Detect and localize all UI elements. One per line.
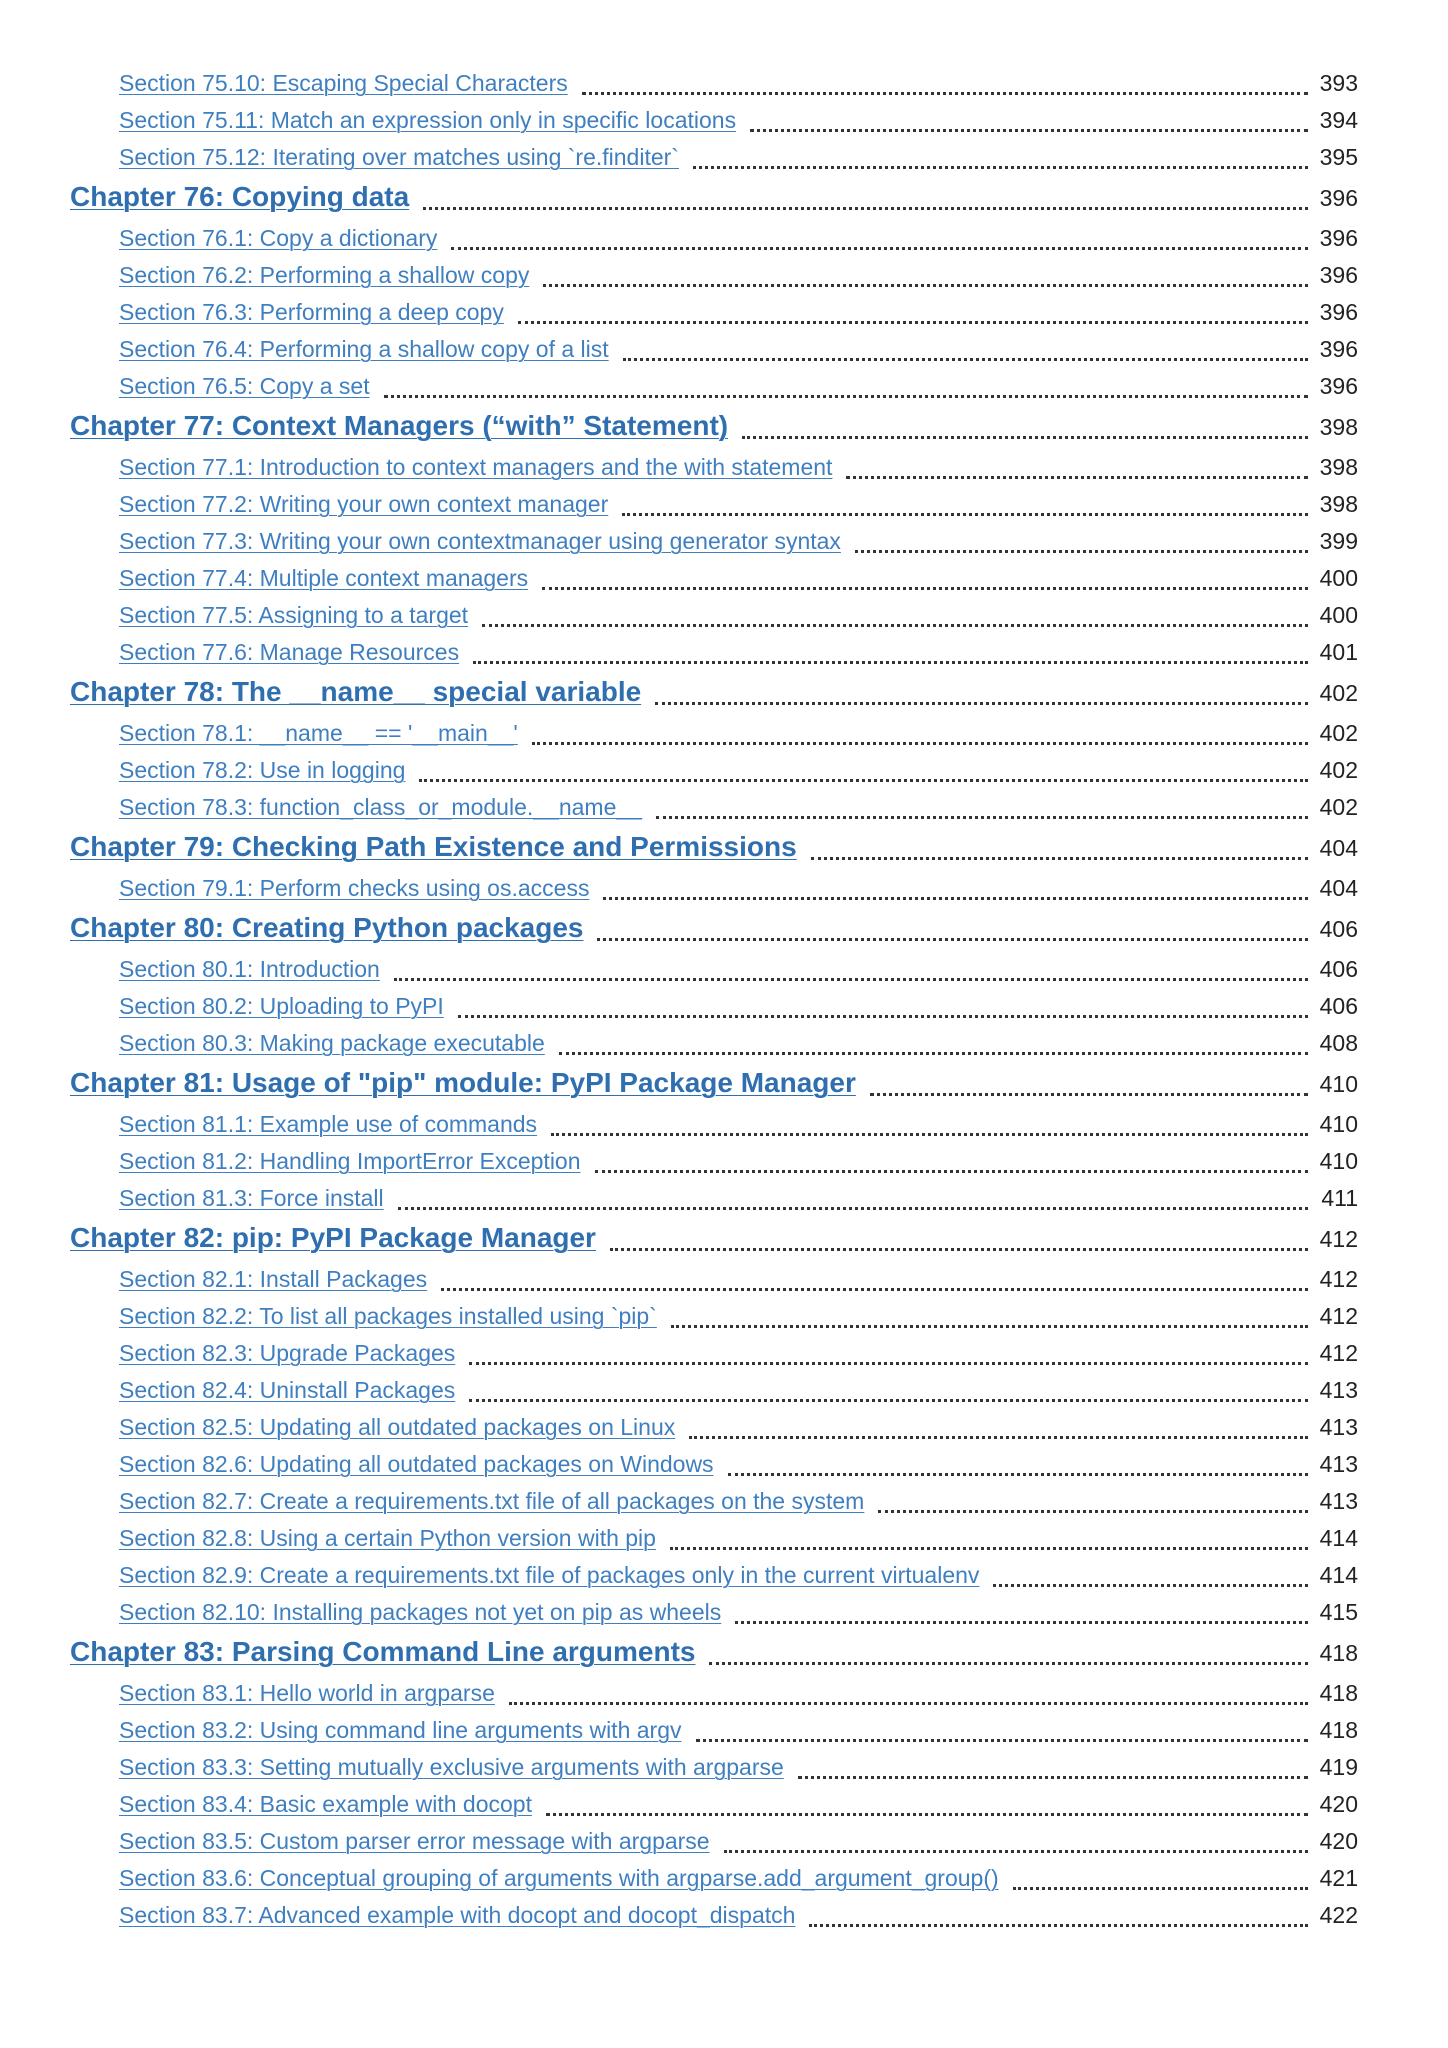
toc-section-entry[interactable] <box>0 1791 1448 1823</box>
section-title-link[interactable]: Section 76.4: Performing a shallow copy of a list <box>119 336 609 362</box>
page-number: 398 <box>1319 414 1358 440</box>
toc-chapter-entry[interactable] <box>0 181 1448 217</box>
dot-leader <box>656 816 1308 819</box>
toc-chapter-entry[interactable] <box>0 1222 1448 1258</box>
dot-leader <box>543 284 1308 287</box>
dot-leader <box>419 779 1308 782</box>
section-title-link[interactable]: Section 82.10: Installing packages not yet on pip as wheels <box>119 1599 722 1625</box>
dot-leader <box>670 1547 1308 1550</box>
toc-chapter-entry[interactable] <box>0 912 1448 948</box>
page-number: 412 <box>1319 1266 1358 1292</box>
page-number: 410 <box>1319 1111 1358 1137</box>
page-number: 404 <box>1319 835 1358 861</box>
page-number: 396 <box>1319 299 1358 325</box>
toc-section-entry[interactable] <box>0 875 1448 907</box>
page-number: 418 <box>1319 1717 1358 1743</box>
page-number: 414 <box>1319 1562 1358 1588</box>
toc-section-entry[interactable] <box>0 1414 1448 1446</box>
section-title-link[interactable]: Section 76.2: Performing a shallow copy <box>119 262 530 288</box>
page-number: 396 <box>1319 336 1358 362</box>
section-title-link[interactable]: Section 82.1: Install Packages <box>119 1266 428 1292</box>
dot-leader <box>655 702 1308 705</box>
page-number: 413 <box>1319 1451 1358 1477</box>
dot-leader <box>846 476 1308 479</box>
section-title-link[interactable]: Section 80.3: Making package executable <box>119 1030 545 1056</box>
page-number: 413 <box>1319 1377 1358 1403</box>
page-number: 411 <box>1321 1185 1358 1211</box>
dot-leader <box>595 1170 1308 1173</box>
section-title-link[interactable]: Section 78.2: Use in logging <box>119 757 406 783</box>
toc-section-entry[interactable] <box>0 454 1448 486</box>
toc-section-entry[interactable] <box>0 144 1448 176</box>
toc-section-entry[interactable] <box>0 1111 1448 1143</box>
toc-chapter-entry[interactable] <box>0 676 1448 712</box>
section-title-link[interactable]: Section 82.2: To list all packages installed using `pip` <box>119 1303 657 1329</box>
page-number: 420 <box>1319 1828 1358 1854</box>
section-title-link[interactable]: Section 77.5: Assigning to a target <box>119 602 469 628</box>
dot-leader <box>384 395 1308 398</box>
dot-leader <box>482 624 1308 627</box>
chapter-title-link[interactable]: Chapter 76: Copying data <box>70 181 410 212</box>
toc-section-entry[interactable] <box>0 639 1448 671</box>
toc-section-entry[interactable] <box>0 956 1448 988</box>
section-title-link[interactable]: Section 83.1: Hello world in argparse <box>119 1680 495 1706</box>
section-title-link[interactable]: Section 83.5: Custom parser error message with argparse <box>119 1828 710 1854</box>
page-number: 413 <box>1319 1488 1358 1514</box>
section-title-link[interactable]: Section 75.12: Iterating over matches using `re.finditer` <box>119 144 679 170</box>
dot-leader <box>696 1739 1308 1742</box>
dot-leader <box>622 513 1308 516</box>
page-number: 406 <box>1319 916 1358 942</box>
toc-section-entry[interactable] <box>0 1488 1448 1520</box>
toc-section-entry[interactable] <box>0 107 1448 139</box>
page-number: 398 <box>1319 491 1358 517</box>
page-number: 402 <box>1319 794 1358 820</box>
section-title-link[interactable]: Section 82.4: Uninstall Packages <box>119 1377 456 1403</box>
section-title-link[interactable]: Section 81.2: Handling ImportError Exception <box>119 1148 581 1174</box>
dot-leader <box>451 247 1308 250</box>
dot-leader <box>458 1015 1308 1018</box>
section-title-link[interactable]: Section 75.10: Escaping Special Characters <box>119 70 568 96</box>
dot-leader <box>709 1662 1308 1665</box>
page-number: 418 <box>1319 1680 1358 1706</box>
dot-leader <box>742 436 1308 439</box>
toc-section-entry[interactable] <box>0 1902 1448 1934</box>
section-title-link[interactable]: Section 83.4: Basic example with docopt <box>119 1791 532 1817</box>
page-number: 410 <box>1319 1071 1358 1097</box>
dot-leader <box>750 129 1308 132</box>
toc-section-entry[interactable] <box>0 1865 1448 1897</box>
section-title-link[interactable]: Section 77.3: Writing your own contextmanager using generator syntax <box>119 528 841 554</box>
page-number: 400 <box>1319 602 1358 628</box>
page-number: 396 <box>1319 225 1358 251</box>
toc-section-entry[interactable] <box>0 70 1448 102</box>
section-title-link[interactable]: Section 82.7: Create a requirements.txt file of all packages on the system <box>119 1488 865 1514</box>
section-title-link[interactable]: Section 78.3: function_class_or_module.__name__ <box>119 794 642 820</box>
section-title-link[interactable]: Section 76.5: Copy a set <box>119 373 370 399</box>
dot-leader <box>532 742 1308 745</box>
page-number: 400 <box>1319 565 1358 591</box>
toc-section-entry[interactable] <box>0 1680 1448 1712</box>
section-title-link[interactable]: Section 77.4: Multiple context managers <box>119 565 529 591</box>
dot-leader <box>809 1924 1308 1927</box>
dot-leader <box>559 1052 1308 1055</box>
section-title-link[interactable]: Section 75.11: Match an expression only in specific locations <box>119 107 737 133</box>
section-title-link[interactable]: Section 82.9: Create a requirements.txt file of packages only in the current virtualenv <box>119 1562 980 1588</box>
page-number: 406 <box>1319 956 1358 982</box>
toc-section-entry[interactable] <box>0 1340 1448 1372</box>
toc-section-entry[interactable] <box>0 993 1448 1025</box>
toc-section-entry[interactable] <box>0 336 1448 368</box>
chapter-title-link[interactable]: Chapter 83: Parsing Command Line arguments <box>70 1636 696 1667</box>
chapter-title-link[interactable]: Chapter 81: Usage of "pip" module: PyPI Package Manager <box>70 1067 856 1098</box>
dot-leader <box>855 550 1308 553</box>
toc-section-entry[interactable] <box>0 602 1448 634</box>
page-number: 421 <box>1319 1865 1358 1891</box>
section-title-link[interactable]: Section 78.1: __name__ == '__main__' <box>119 720 518 746</box>
page-number: 395 <box>1319 144 1358 170</box>
page-number: 394 <box>1319 107 1358 133</box>
page-number: 396 <box>1319 185 1358 211</box>
dot-leader <box>394 978 1308 981</box>
section-title-link[interactable]: Section 83.2: Using command line arguments with argv <box>119 1717 682 1743</box>
toc-chapter-entry[interactable] <box>0 1067 1448 1103</box>
page-number: 412 <box>1319 1226 1358 1252</box>
toc-section-entry[interactable] <box>0 1030 1448 1062</box>
page-number: 412 <box>1319 1340 1358 1366</box>
dot-leader <box>518 321 1308 324</box>
toc-section-entry[interactable] <box>0 1266 1448 1298</box>
page-number: 419 <box>1319 1754 1358 1780</box>
dot-leader <box>473 661 1308 664</box>
page-number: 408 <box>1319 1030 1358 1056</box>
page-number: 398 <box>1319 454 1358 480</box>
toc-section-entry[interactable] <box>0 225 1448 257</box>
toc-section-entry[interactable] <box>0 1828 1448 1860</box>
toc-section-entry[interactable] <box>0 373 1448 405</box>
dot-leader <box>798 1776 1308 1779</box>
section-title-link[interactable]: Section 76.1: Copy a dictionary <box>119 225 438 251</box>
dot-leader <box>993 1584 1308 1587</box>
toc-section-entry[interactable] <box>0 262 1448 294</box>
section-title-link[interactable]: Section 80.2: Uploading to PyPI <box>119 993 444 1019</box>
section-title-link[interactable]: Section 77.1: Introduction to context managers and the with statement <box>119 454 833 480</box>
dot-leader <box>582 92 1308 95</box>
dot-leader <box>671 1325 1308 1328</box>
toc-section-entry[interactable] <box>0 1377 1448 1409</box>
toc-section-entry[interactable] <box>0 757 1448 789</box>
toc-section-entry[interactable] <box>0 1185 1448 1217</box>
chapter-title-link[interactable]: Chapter 82: pip: PyPI Package Manager <box>70 1222 596 1253</box>
dot-leader <box>878 1510 1308 1513</box>
page-number: 401 <box>1319 639 1358 665</box>
page-number: 399 <box>1319 528 1358 554</box>
dot-leader <box>870 1093 1308 1096</box>
section-title-link[interactable]: Section 80.1: Introduction <box>119 956 380 982</box>
dot-leader <box>811 857 1308 860</box>
page-number: 402 <box>1319 757 1358 783</box>
dot-leader <box>1013 1887 1308 1890</box>
dot-leader <box>551 1133 1308 1136</box>
toc-section-entry[interactable] <box>0 1148 1448 1180</box>
toc-section-entry[interactable] <box>0 491 1448 523</box>
dot-leader <box>509 1702 1308 1705</box>
toc-section-entry[interactable] <box>0 1303 1448 1335</box>
chapter-title-link[interactable]: Chapter 78: The __name__ special variable <box>70 676 642 707</box>
section-title-link[interactable]: Section 81.1: Example use of commands <box>119 1111 538 1137</box>
dot-leader <box>542 587 1308 590</box>
dot-leader <box>693 166 1308 169</box>
toc-section-entry[interactable] <box>0 1599 1448 1631</box>
page-number: 413 <box>1319 1414 1358 1440</box>
dot-leader <box>469 1362 1308 1365</box>
dot-leader <box>623 358 1308 361</box>
section-title-link[interactable]: Section 83.6: Conceptual grouping of arguments with argparse.add_argument_group() <box>119 1865 999 1891</box>
dot-leader <box>724 1850 1308 1853</box>
section-title-link[interactable]: Section 82.8: Using a certain Python version with pip <box>119 1525 656 1551</box>
page-number: 402 <box>1319 680 1358 706</box>
page-number: 404 <box>1319 875 1358 901</box>
page-number: 402 <box>1319 720 1358 746</box>
section-title-link[interactable]: Section 83.3: Setting mutually exclusive arguments with argparse <box>119 1754 784 1780</box>
section-title-link[interactable]: Section 82.5: Updating all outdated packages on Linux <box>119 1414 676 1440</box>
section-title-link[interactable]: Section 83.7: Advanced example with docopt and docopt_dispatch <box>119 1902 796 1928</box>
page-number: 393 <box>1319 70 1358 96</box>
toc-section-entry[interactable] <box>0 1717 1448 1749</box>
page-number: 420 <box>1319 1791 1358 1817</box>
dot-leader <box>689 1436 1308 1439</box>
page-number: 396 <box>1319 373 1358 399</box>
dot-leader <box>469 1399 1308 1402</box>
toc-section-entry[interactable] <box>0 720 1448 752</box>
dot-leader <box>423 207 1308 210</box>
page-number: 406 <box>1319 993 1358 1019</box>
section-title-link[interactable]: Section 81.3: Force install <box>119 1185 384 1211</box>
section-title-link[interactable]: Section 82.6: Updating all outdated packages on Windows <box>119 1451 714 1477</box>
toc-chapter-entry[interactable] <box>0 410 1448 446</box>
toc-section-entry[interactable] <box>0 1754 1448 1786</box>
toc-section-entry[interactable] <box>0 528 1448 560</box>
toc-chapter-entry[interactable] <box>0 1636 1448 1672</box>
toc-section-entry[interactable] <box>0 1525 1448 1557</box>
toc-chapter-entry[interactable] <box>0 831 1448 867</box>
chapter-title-link[interactable]: Chapter 77: Context Managers (“with” Statement) <box>70 410 729 441</box>
dot-leader <box>610 1248 1308 1251</box>
section-title-link[interactable]: Section 79.1: Perform checks using os.access <box>119 875 590 901</box>
toc-section-entry[interactable] <box>0 299 1448 331</box>
page-number: 422 <box>1319 1902 1358 1928</box>
page-number: 410 <box>1319 1148 1358 1174</box>
dot-leader <box>603 897 1308 900</box>
page-number: 396 <box>1319 262 1358 288</box>
toc-section-entry[interactable] <box>0 1451 1448 1483</box>
chapter-title-link[interactable]: Chapter 79: Checking Path Existence and Permissions <box>70 831 797 862</box>
dot-leader <box>735 1621 1308 1624</box>
dot-leader <box>441 1288 1308 1291</box>
dot-leader <box>546 1813 1308 1816</box>
page-number: 418 <box>1319 1640 1358 1666</box>
page-number: 412 <box>1319 1303 1358 1329</box>
toc-section-entry[interactable] <box>0 794 1448 826</box>
section-title-link[interactable]: Section 82.3: Upgrade Packages <box>119 1340 456 1366</box>
toc-section-entry[interactable] <box>0 1562 1448 1594</box>
chapter-title-link[interactable]: Chapter 80: Creating Python packages <box>70 912 584 943</box>
dot-leader <box>597 938 1308 941</box>
page-number: 415 <box>1319 1599 1358 1625</box>
section-title-link[interactable]: Section 77.2: Writing your own context manager <box>119 491 609 517</box>
section-title-link[interactable]: Section 77.6: Manage Resources <box>119 639 460 665</box>
dot-leader <box>398 1207 1308 1210</box>
page-number: 414 <box>1319 1525 1358 1551</box>
dot-leader <box>728 1473 1308 1476</box>
toc-section-entry[interactable] <box>0 565 1448 597</box>
section-title-link[interactable]: Section 76.3: Performing a deep copy <box>119 299 504 325</box>
